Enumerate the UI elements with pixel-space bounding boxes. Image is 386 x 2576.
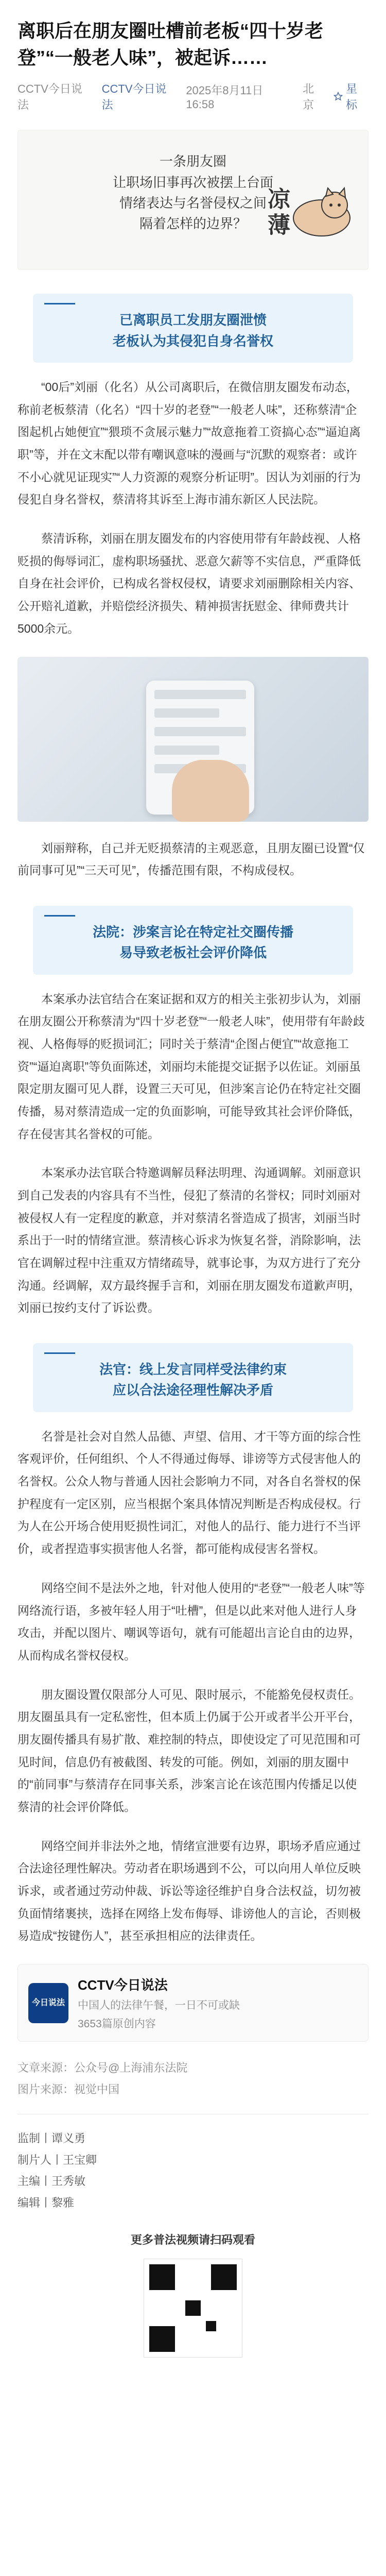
account-desc: 中国人的法律午餐，一日不可或缺: [78, 1999, 240, 2012]
section-accent: [44, 915, 75, 917]
hero-image: [17, 130, 369, 270]
phone-photo: [17, 657, 369, 822]
paragraph: 朋友圈设置仅限部分人可见、限时展示，不能豁免侵权责任。朋友圈虽具有一定私密性，但本质上仍属于公开或者半公开平台，朋友圈传播具有易扩散、难控制的特点，即使设定了可见范围和可见时间，信息仍有被截图、转发的可能。例如，刘丽的朋友圈中的“前同事”与蔡清存在同事关系，涉案言论在该范围内传播足以使蔡清的社会评价降低。: [17, 1687, 361, 1814]
hero-line: 情绪表达与名誉侵权之间: [119, 195, 267, 211]
section-header: [33, 1343, 353, 1412]
hero-line: 让职场旧事再次被摆上台面: [112, 174, 273, 190]
paragraph: 网络空间不是法外之地，针对他人使用的“老登”“一般老人味”等网络流行语，多被年轻人用于“吐槽”，但是以此来对他人进行人身攻击，并配以图片、嘲讽等语句，就有可能超出言论自由的边界，从而构成名誉权侵权。: [17, 1581, 365, 1662]
paragraph: 本案承办法官联合特邀调解员释法明理、沟通调解。刘丽意识到自己发表的内容具有不当性，侵犯了蔡清的名誉权；同时刘丽对被侵权人有一定程度的歉意，并对蔡清名誉造成了损害，刘丽当时系出于一时的情绪宣泄。蔡清核心诉求为恢复名誉，消除影响，法官在调解过程中注重双方情绪疏导，就事论事，为双方进行了充分沟通。经调解，双方最终握手言和，刘丽在朋友圈发布道歉声明，刘丽已按约支付了诉讼费。: [17, 1166, 361, 1315]
article-meta: [17, 80, 369, 112]
cat-illustration: [286, 177, 358, 239]
publish-date: 2025年8月11日 16:58: [186, 83, 264, 111]
account-name: CCTV今日说法: [78, 1977, 168, 1993]
section-accent: [44, 303, 75, 304]
paragraph: “00后”刘丽（化名）从公司离职后，在微信朋友圈发布动态，称前老板蔡清（化名）“四十岁的老登”“一般老人味”，还称蔡清“企图起机占她便宜”“猥琐不贪展示魅力”“故意拖着工资搞心态”“逼迫离职”等，并在文末配以带有嘲讽意味的漫画与“沉默的观察者：或许不小心就见证现实”“人力资源的观察分析证明”。因认为刘丽的行为侵犯自身名誉权，蔡清将其诉至上海市浦东新区人民法院。: [17, 380, 361, 506]
credit-line: 编辑丨黎雅: [17, 2196, 75, 2210]
account-name[interactable]: CCTV今日说法: [101, 82, 167, 112]
article-title: 离职后在朋友圈吐槽前老板“四十岁老登”“一般老人味”，被起诉……: [17, 20, 324, 69]
source-block: [17, 2057, 369, 2100]
star-label: 星标: [346, 82, 358, 112]
star-icon: [334, 92, 343, 101]
section-header: [33, 294, 353, 363]
hand-shape: [172, 760, 249, 822]
credit-line: 监制丨谭义勇: [17, 2131, 86, 2145]
publish-location: 北京: [303, 82, 314, 112]
section-title: 法官：线上发言同样受法律约束 应以合法途径理性解决矛盾: [99, 1362, 287, 1398]
paragraph: 本案承办法官结合在案证据和双方的相关主张初步认为，刘丽在朋友圈公开称蔡清为“四十岁老登”“一般老人味”，使用带有年龄歧视、人格侮辱的贬损词汇；同时关于蔡清“企图占便宜”“故意拖工资”“逼迫离职”等负面陈述，刘丽均未能提交证据予以佐证。刘丽虽限定朋友圈可见人群，设置三天可见，但涉案言论仍在特定社交圈传播，易对蔡清造成一定的负面影响，可能导致其社会评价降低，存在侵害其名誉权的可能。: [17, 992, 365, 1141]
hero-line: 隔着怎样的边界？: [139, 216, 247, 232]
source-name[interactable]: CCTV今日说法: [17, 82, 82, 112]
section-title: 已离职员工发朋友圈泄愤 老板认为其侵犯自身名誉权: [112, 312, 273, 349]
credits: [17, 2128, 369, 2214]
image-source: 图片来源：视觉中国: [17, 2082, 120, 2096]
account-card[interactable]: [17, 1964, 369, 2042]
section-title: 法院：涉案言论在特定社交圈传播 易导致老板社会评价降低: [92, 924, 293, 961]
hero-line: 一条朋友圈: [159, 154, 226, 170]
footer-title: 更多普法视频请扫码观看: [130, 2233, 255, 2246]
qr-code[interactable]: [144, 2259, 242, 2358]
paragraph: 名誉是社会对自然人品德、声望、信用、才干等方面的综合性客观评价，任何组织、个人不得通过侮辱、诽谤等方式侵害他人的名誉权。公众人物与普通人因社会影响力不同，对各自名誉权的保护程度有一定区别，应当根据个案具体情况判断是否构成侵权。行为人在公开场合使用贬损性词汇，对他人的品行、能力进行不当评价，或者捏造事实损害他人名誉，都可能构成侵害名誉权。: [17, 1429, 361, 1556]
section-header: [33, 906, 353, 975]
account-logo: 今日说法: [28, 1983, 68, 2023]
paragraph: 网络空间并非法外之地，情绪宣泄要有边界，职场矛盾应通过合法途径理性解决。劳动者在职场遇到不公，可以向用人单位反映诉求，或者通过劳动仲裁、诉讼等途径维护自身合法权益，切勿被负面情绪裹挟，选择在网络上发布侮辱、诽谤他人的言论，否则极易造成“按键伤人”，甚至承担相应的法律责任。: [17, 1839, 361, 1943]
credit-line: 制片人丨王宝卿: [17, 2153, 97, 2166]
star-button[interactable]: [334, 80, 369, 112]
account-count: 3653篇原创内容: [78, 2018, 156, 2030]
paragraph: 蔡清诉称，刘丽在朋友圈发布的内容使用带有年龄歧视、人格贬损的侮辱词汇，虚构职场骚扰、恶意欠薪等不实信息，严重降低自身在社会评价，已构成名誉权侵权，请要求刘丽删除相关内容、公开赔礼道歉，并赔偿经济损失、精神损害抚慰金、律师费共计5000余元。: [17, 532, 361, 635]
paragraph: 刘丽辩称，自己并无贬损蔡清的主观恶意，且朋友圈已设置“仅前同事可见”“三天可见”，传播范围有限，不构成侵权。: [17, 841, 365, 877]
source-text: 文章来源：公众号@上海浦东法院: [17, 2061, 188, 2075]
credit-line: 主编丨王秀敏: [17, 2175, 86, 2188]
account-info: [78, 1975, 240, 2031]
section-accent: [44, 1352, 75, 1354]
hero-big-text: 凉薄: [264, 187, 289, 239]
